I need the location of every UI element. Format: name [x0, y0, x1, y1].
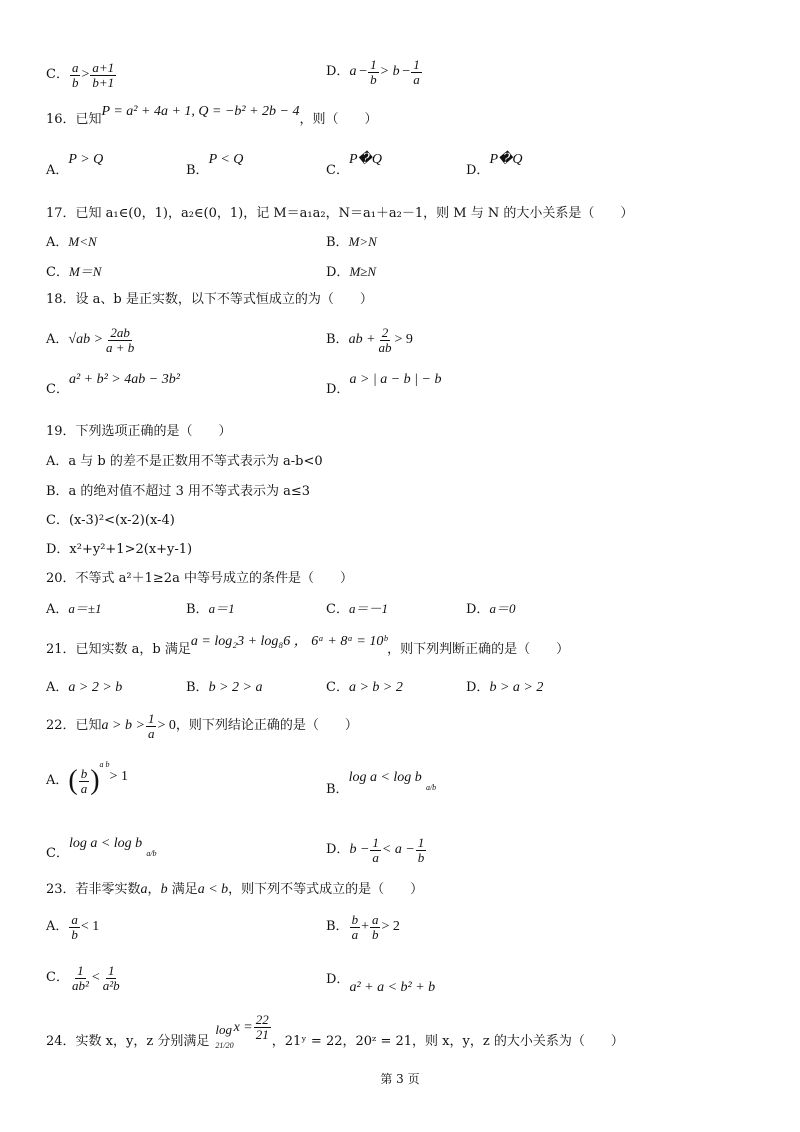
q21-option-a: A．a > 2 > b [46, 680, 123, 695]
q22-stem: 22．已知 a > b > $\frac{1}{a}$ > 0 ，则下列结论正确的是（ ） [46, 710, 358, 741]
q23-option-c: C． $\frac{1}{\text{ab²}}$ < $\frac{1}{\text{a²b}}$ [46, 962, 120, 993]
q20-option-a: A．a＝±1 [46, 601, 102, 617]
q22-option-d: D． b − $\frac{1}{a}$ < a − $\frac{1}{b}$ [326, 834, 425, 865]
q21-stem: 21．已知实数 a，b 满足a = log₂3 + log₈6 ， 6ᵃ + 8ᵃ = 10ᵇ，则下列判断正确的是（ ） [46, 634, 570, 657]
q20-option-d: D．a＝0 [466, 601, 516, 617]
q22-option-a: A． ( $\frac{b}{a}$ ) a b > 1 [46, 760, 128, 796]
q24-stem: 24．实数 x，y，z 分别满足 log 21/20 x = $\frac{22}{21}$ ，21ʸ = 22，20ᶻ = 21，则 x，y，z 的大小关系为（ ） [46, 1012, 624, 1050]
q18-option-a: A． √ab > $\frac{2ab}{a + b}$ [46, 324, 135, 355]
q19-option-a: A．a 与 b 的差不是正数用不等式表示为 a-b<0 [46, 454, 323, 469]
q18-option-c: C．a² + b² > 4ab − 3b² [46, 372, 180, 397]
q17-option-c: C．M＝N [46, 264, 102, 280]
q15-option-c: C． $\frac{a}{b}$ > $\frac{a+1}{b+1}$ [46, 59, 115, 90]
q21-option-b: B．b > 2 > a [186, 680, 263, 695]
q23-option-a: A． $\frac{a}{b}$ < 1 [46, 911, 100, 942]
q17-option-b: B．M>N [326, 234, 377, 250]
q22-option-b: B．log a < log b $_{a/b}$ [326, 770, 437, 797]
q19-stem: 19．下列选项正确的是（ ） [46, 424, 232, 439]
q20-option-b: B．a＝1 [186, 601, 235, 617]
q21-option-c: C．a > b > 2 [326, 680, 403, 695]
q20-option-c: C．a＝－1 [326, 601, 388, 617]
q15-c-frac-rhs: $\frac{a+1}{b+1}$ [92, 59, 115, 90]
q15-d-frac-1: $\frac{1}{b}$ [370, 56, 377, 87]
q16-option-d: D．P�Q [466, 152, 523, 178]
q16-option-a: A．P > Q [46, 152, 104, 178]
q23-option-b: B． $\frac{b}{a}$ + $\frac{a}{b}$ > 2 [326, 911, 400, 942]
page-footer: 第 3 页 [380, 1072, 420, 1086]
q20-stem: 20．不等式 a²＋1≥2a 中等号成立的条件是（ ） [46, 571, 353, 586]
q23-stem: 23．若非零实数a，b 满足a < b，则下列不等式成立的是（ ） [46, 882, 424, 897]
q16-option-b: B．P < Q [186, 152, 244, 178]
q17-stem: 17．已知 a₁∈(0，1)，a₂∈(0，1)，记 M＝a₁a₂，N＝a₁＋a₂－1，则 M 与 N 的大小关系是（ ） [46, 206, 634, 221]
q15-c-frac-lhs: $\frac{a}{b}$ [71, 59, 79, 90]
q18-option-d: D．a > | a − b | − b [326, 372, 442, 397]
q19-option-d: D．x²+y²+1>2(x+y-1) [46, 542, 193, 557]
q23-option-d: D．a² + a < b² + b [326, 972, 436, 995]
q18-stem: 18．设 a、b 是正实数，以下不等式恒成立的为（ ） [46, 292, 373, 307]
q19-option-c: C．(x-3)²<(x-2)(x-4) [46, 513, 175, 528]
q18-option-b: B． ab + $\frac{2}{ab}$ > 9 [326, 324, 413, 355]
q16-option-c: C．P�Q [326, 152, 382, 178]
q15-option-d: D． a − $\frac{1}{b}$ > b − $\frac{1}{a}$ [326, 56, 420, 87]
q22-option-c: C．log a < log b $_{a/b}$ [46, 836, 157, 861]
q21-option-d: D．b > a > 2 [466, 680, 544, 695]
q17-option-a: A．M<N [46, 234, 97, 250]
q16-stem: 16．已知P = a² + 4a + 1, Q = −b² + 2b − 4，则（ ） [46, 104, 378, 127]
q17-option-d: D．M≥N [326, 264, 377, 280]
q15-d-frac-2: $\frac{1}{a}$ [413, 56, 420, 87]
q19-option-b: B．a 的绝对值不超过 3 用不等式表示为 a≤3 [46, 484, 311, 499]
